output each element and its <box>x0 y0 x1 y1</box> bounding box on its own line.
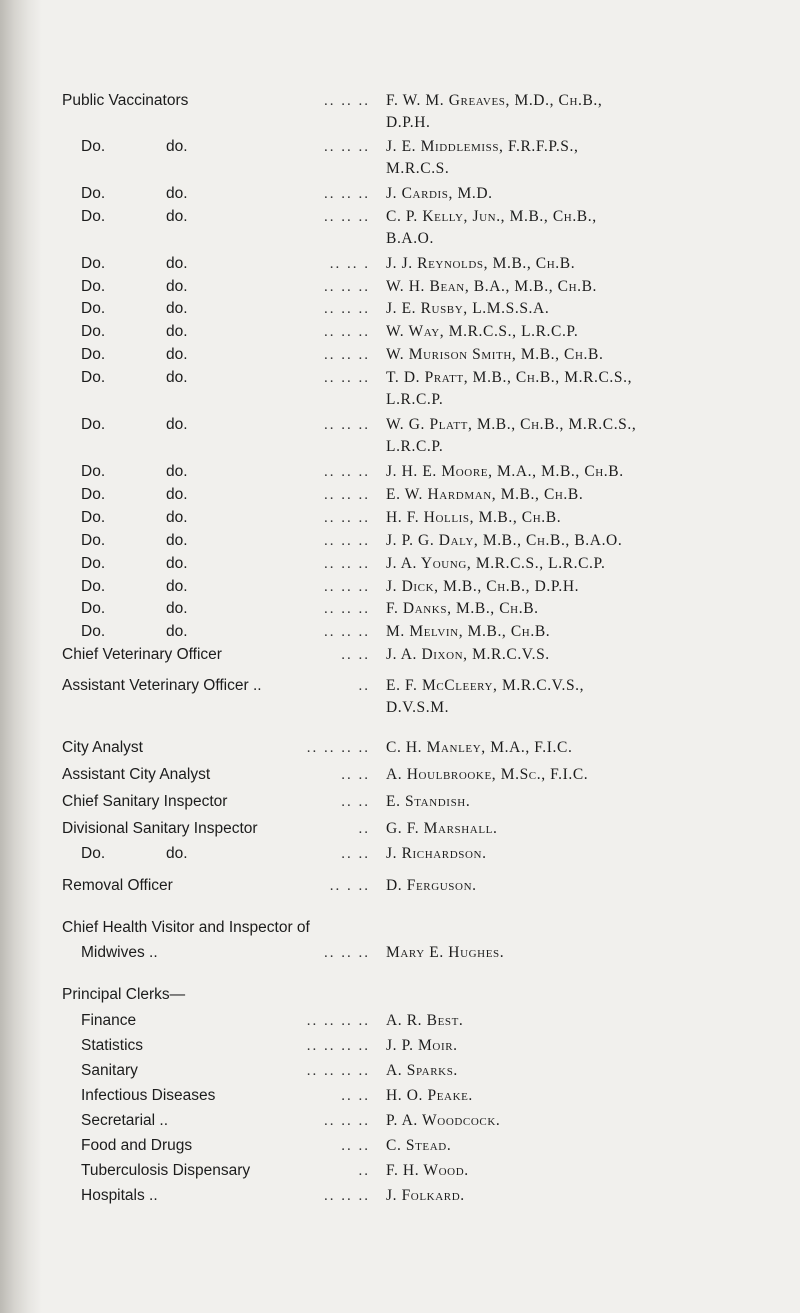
leader-dots: .. .. .. <box>324 945 370 961</box>
leader-dots: .. . .. <box>329 878 370 894</box>
role-label: Assistant City Analyst <box>62 766 211 783</box>
officer-name: M. Melvin, M.B., Ch.B. <box>386 623 551 640</box>
role-label: Assistant Veterinary Officer .. <box>62 677 262 694</box>
role-label: Do. do. <box>81 845 188 862</box>
role-label: Hospitals .. <box>81 1187 158 1204</box>
leader-dots: .. .. .. <box>324 139 370 155</box>
role-label: Finance <box>81 1012 137 1029</box>
officer-name: W. G. Platt, M.B., Ch.B., M.R.C.S., L.R.C.P. <box>386 416 637 455</box>
leader-dots: .. .. <box>341 647 370 663</box>
leader-dots: .. .. .. .. <box>306 740 370 756</box>
officer-name: P. A. Woodcock. <box>386 1112 501 1129</box>
leader-dots: .. .. .. <box>324 209 370 225</box>
role-label: Do. do. <box>81 323 188 340</box>
role-label: Tuberculosis Dispensary <box>81 1162 251 1179</box>
officer-name: C. H. Manley, M.A., F.I.C. <box>386 739 573 756</box>
role-label: Do. do. <box>81 578 188 595</box>
officer-name: A. R. Best. <box>386 1012 464 1029</box>
leader-dots: .. .. <box>341 1088 370 1104</box>
role-label: Divisional Sanitary Inspector <box>62 820 258 837</box>
officer-name: W. Way, M.R.C.S., L.R.C.P. <box>386 323 579 340</box>
leader-dots: .. .. .. <box>324 601 370 617</box>
leader-dots: .. .. .. <box>324 186 370 202</box>
role-label: Do. do. <box>81 555 188 572</box>
officer-name: J. Dick, M.B., Ch.B., D.P.H. <box>386 578 580 595</box>
role-label: Infectious Diseases <box>81 1087 216 1104</box>
officer-name: W. H. Bean, B.A., M.B., Ch.B. <box>386 278 598 295</box>
officer-name: E. Standish. <box>386 793 471 810</box>
officer-name: T. D. Pratt, M.B., Ch.B., M.R.C.S., L.R.C.P. <box>386 369 633 408</box>
role-label: Chief Health Visitor and Inspector of <box>62 919 310 936</box>
role-label: Do. do. <box>81 486 188 503</box>
officer-name: C. P. Kelly, Jun., M.B., Ch.B., B.A.O. <box>386 208 597 247</box>
leader-dots: .. .. .. <box>324 556 370 572</box>
role-label: Do. do. <box>81 300 188 317</box>
role-label: Do. do. <box>81 185 188 202</box>
role-label: Do. do. <box>81 463 188 480</box>
leader-dots: .. .. .. <box>324 1113 370 1129</box>
officer-name: C. Stead. <box>386 1137 452 1154</box>
officer-name: G. F. Marshall. <box>386 820 498 837</box>
officer-name: F. Danks, M.B., Ch.B. <box>386 600 539 617</box>
leader-dots: .. .. .. <box>324 510 370 526</box>
officer-name: E. W. Hardman, M.B., Ch.B. <box>386 486 584 503</box>
leader-dots: .. .. .. <box>324 579 370 595</box>
officer-name: J. P. G. Daly, M.B., Ch.B., B.A.O. <box>386 532 623 549</box>
officer-name: A. Houlbrooke, M.Sc., F.I.C. <box>386 766 589 783</box>
leader-dots: .. .. . <box>329 256 370 272</box>
officer-name: J. Richardson. <box>386 845 487 862</box>
role-label: Do. do. <box>81 278 188 295</box>
officer-name: J. P. Moir. <box>386 1037 458 1054</box>
leader-dots: .. <box>358 678 370 694</box>
officer-name: F. W. M. Greaves, M.D., Ch.B., D.P.H. <box>386 92 603 131</box>
role-label: Do. do. <box>81 369 188 386</box>
officer-name: J. Cardis, M.D. <box>386 185 493 202</box>
leader-dots: .. <box>358 1163 370 1179</box>
role-label: Midwives .. <box>81 944 158 961</box>
role-label: Chief Veterinary Officer <box>62 646 222 663</box>
role-label: Do. do. <box>81 208 188 225</box>
officer-name: H. O. Peake. <box>386 1087 473 1104</box>
role-label: Do. do. <box>81 346 188 363</box>
role-label: Do. do. <box>81 623 188 640</box>
role-label: Do. do. <box>81 509 188 526</box>
officer-name: D. Ferguson. <box>386 877 477 894</box>
role-label: Chief Sanitary Inspector <box>62 793 228 810</box>
officer-name: W. Murison Smith, M.B., Ch.B. <box>386 346 604 363</box>
leader-dots: .. .. <box>341 846 370 862</box>
leader-dots: .. .. .. <box>324 347 370 363</box>
officer-name: J. J. Reynolds, M.B., Ch.B. <box>386 255 576 272</box>
officer-name: Mary E. Hughes. <box>386 944 505 961</box>
leader-dots: .. .. .. <box>324 93 370 109</box>
officer-name: J. A. Young, M.R.C.S., L.R.C.P. <box>386 555 606 572</box>
role-label: Removal Officer <box>62 877 173 894</box>
officer-name: J. E. Middlemiss, F.R.F.P.S., M.R.C.S. <box>386 138 579 177</box>
role-label: Do. do. <box>81 138 188 155</box>
officer-name: J. Folkard. <box>386 1187 465 1204</box>
leader-dots: .. <box>358 821 370 837</box>
role-label: Secretarial .. <box>81 1112 169 1129</box>
leader-dots: .. .. .. <box>324 279 370 295</box>
leader-dots: .. .. .. <box>324 301 370 317</box>
officer-name: H. F. Hollis, M.B., Ch.B. <box>386 509 562 526</box>
role-label: Food and Drugs <box>81 1137 193 1154</box>
officer-name: A. Sparks. <box>386 1062 458 1079</box>
leader-dots: .. .. .. <box>324 464 370 480</box>
role-label: Do. do. <box>81 600 188 617</box>
leader-dots: .. .. .. <box>324 1188 370 1204</box>
leader-dots: .. .. <box>341 1138 370 1154</box>
role-label: Do. do. <box>81 416 188 433</box>
role-label: Principal Clerks— <box>62 986 186 1003</box>
leader-dots: .. .. .. <box>324 487 370 503</box>
officer-name: J. E. Rusby, L.M.S.S.A. <box>386 300 550 317</box>
leader-dots: .. .. .. <box>324 324 370 340</box>
officer-name: J. A. Dixon, M.R.C.V.S. <box>386 646 550 663</box>
leader-dots: .. .. .. .. <box>306 1038 370 1054</box>
officer-name: F. H. Wood. <box>386 1162 469 1179</box>
role-label: Do. do. <box>81 532 188 549</box>
officer-name: E. F. McCleery, M.R.C.V.S., D.V.S.M. <box>386 677 585 716</box>
leader-dots: .. .. .. .. <box>306 1063 370 1079</box>
leader-dots: .. .. .. <box>324 417 370 433</box>
leader-dots: .. .. <box>341 794 370 810</box>
leader-dots: .. .. <box>341 767 370 783</box>
leader-dots: .. .. .. <box>324 624 370 640</box>
role-label: Do. do. <box>81 255 188 272</box>
role-label: Public Vaccinators <box>62 92 189 109</box>
role-label: City Analyst <box>62 739 143 756</box>
leader-dots: .. .. .. .. <box>306 1013 370 1029</box>
leader-dots: .. .. .. <box>324 533 370 549</box>
leader-dots: .. .. .. <box>324 370 370 386</box>
role-label: Sanitary <box>81 1062 138 1079</box>
officer-name: J. H. E. Moore, M.A., M.B., Ch.B. <box>386 463 624 480</box>
role-label: Statistics <box>81 1037 144 1054</box>
